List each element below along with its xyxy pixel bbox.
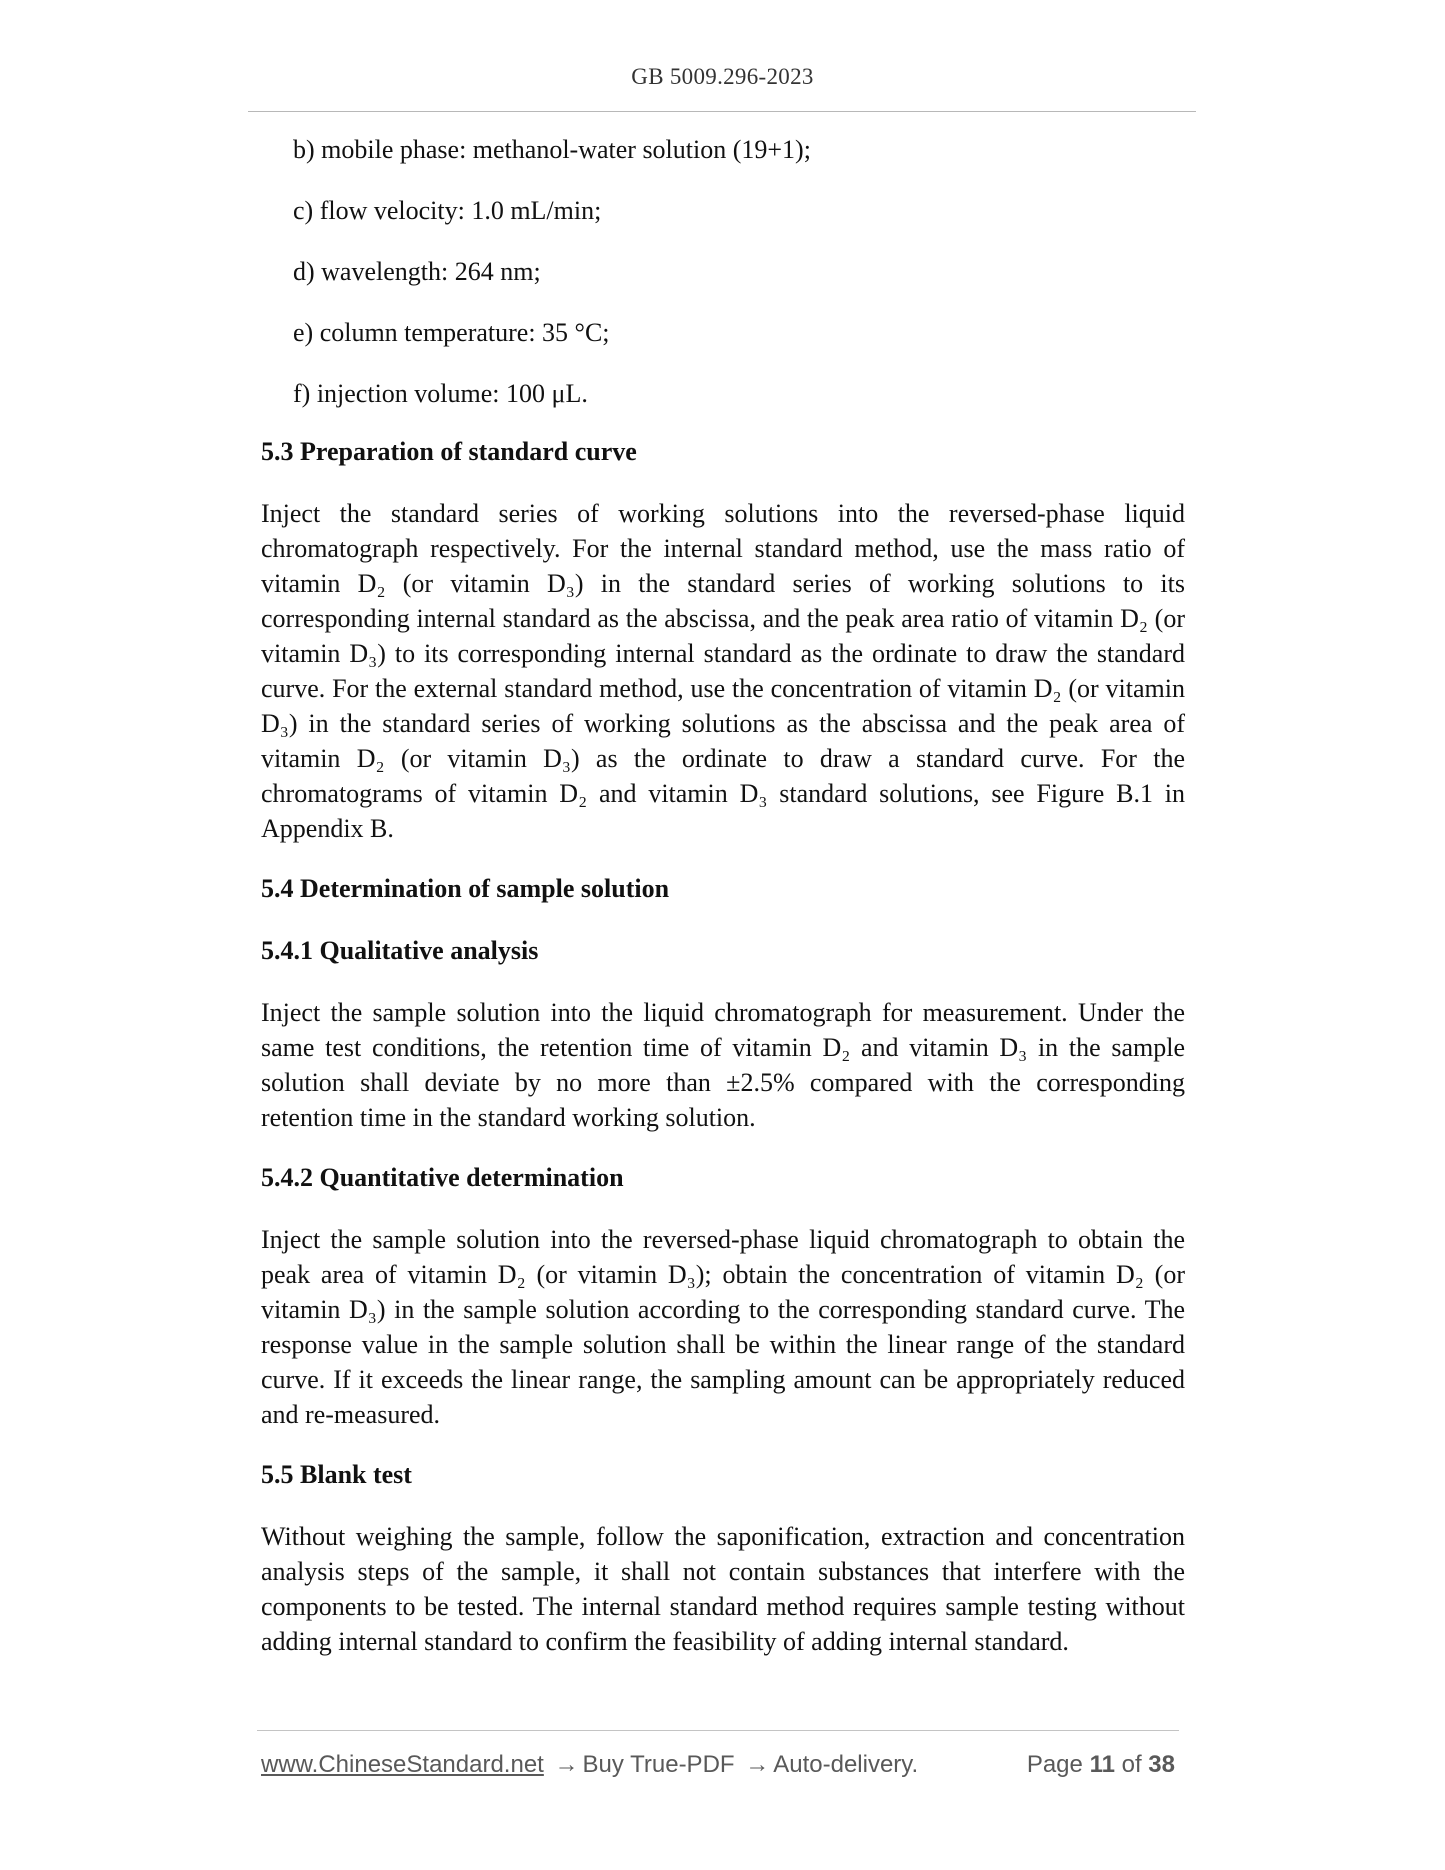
list-item: d) wavelength: 264 nm; — [293, 257, 541, 286]
footer-left — [261, 1751, 918, 1779]
list-item: b) mobile phase: methanol-water solution (19+1); — [293, 135, 811, 164]
page-footer — [261, 1751, 1181, 1785]
section-paragraph-5-4-1: Inject the sample solution into the liquid chromatograph for measurement. Under the same test conditions, the retention time of vitamin D₂ and vitamin D₃ in the sample solution shall deviate by no more than ±2.5% compared with the corresponding retention time in the standard working solution. — [261, 998, 1185, 1132]
arrow-right-icon: → — [554, 1751, 579, 1778]
page-total: 38 — [1148, 1751, 1175, 1778]
list-item: e) column temperature: 35 °C; — [293, 318, 610, 347]
page-number — [1027, 1751, 1175, 1779]
header-divider — [248, 111, 1196, 112]
section-paragraph-5-4-2: Inject the sample solution into the reversed-phase liquid chromatograph to obtain the peak area of vitamin D₂ (or vitamin D₃); obtain the concentration of vitamin D₂ (or vitamin D₃) in the sample solution according to the corresponding standard curve. The response value in the sample solution shall be within the linear range of the standard curve. If it exceeds the linear range, the sampling amount can be appropriately reduced and re-measured. — [261, 1225, 1185, 1429]
list-item: c) flow velocity: 1.0 mL/min; — [293, 196, 602, 225]
website-link[interactable]: www.ChineseStandard.net — [261, 1751, 544, 1778]
section-paragraph-5-3: Inject the standard series of working solutions into the reversed-phase liquid chromatograph respectively. For the internal standard method, use the mass ratio of vitamin D₂ (or vitamin D₃) in the standard series of working solutions to its corresponding internal standard as the abscissa, and the peak area ratio of vitamin D₂ (or vitamin D₃) to its corresponding internal standard as the ordinate to draw the standard curve. For the external standard method, use the concentration of vitamin D₂ (or vitamin D₃) in the standard series of working solutions as the abscissa and the peak area of vitamin D₂ (or vitamin D₃) as the ordinate to draw a standard curve. For the chromatograms of vitamin D₂ and vitamin D₃ standard solutions, see Figure B.1 in Appendix B. — [261, 499, 1185, 843]
section-heading-5-5: 5.5 Blank test — [261, 1460, 412, 1489]
page-label: Page — [1026, 1751, 1083, 1778]
document-header: GB 5009.296-2023 — [631, 64, 814, 89]
of-label: of — [1121, 1751, 1142, 1778]
section-heading-5-4-2: 5.4.2 Quantitative determination — [261, 1163, 624, 1192]
footer-divider — [257, 1730, 1179, 1731]
page-body — [261, 132, 1185, 1684]
list-item: f) injection volume: 100 μL. — [293, 379, 588, 408]
section-heading-5-3: 5.3 Preparation of standard curve — [261, 437, 637, 466]
arrow-right-icon: → — [745, 1751, 770, 1778]
buy-text: Buy True-PDF — [582, 1751, 735, 1778]
page-current: 11 — [1089, 1751, 1115, 1778]
section-heading-5-4-1: 5.4.1 Qualitative analysis — [261, 936, 539, 965]
delivery-text: Auto-delivery. — [773, 1751, 919, 1778]
section-paragraph-5-5: Without weighing the sample, follow the saponification, extraction and concentration analysis steps of the sample, it shall not contain substances that interfere with the components to be tested. The internal standard method requires sample testing without adding internal standard to confirm the feasibility of adding internal standard. — [261, 1522, 1185, 1656]
section-heading-5-4: 5.4 Determination of sample solution — [261, 874, 670, 903]
